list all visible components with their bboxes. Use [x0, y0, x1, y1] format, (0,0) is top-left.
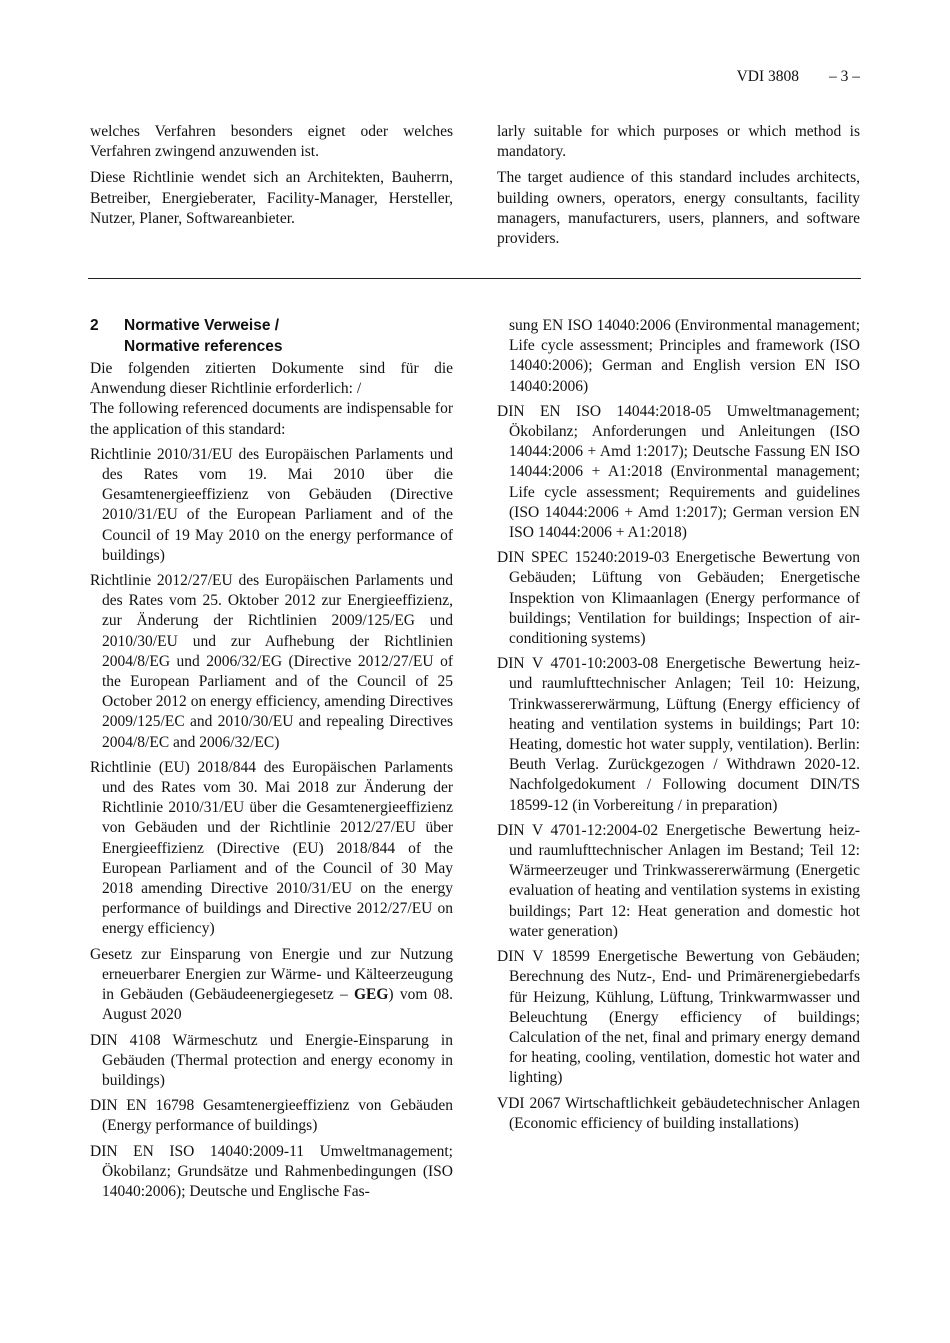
left-column — [90, 316, 453, 1207]
paragraph: larly suitable for which purposes or which method is mandatory. — [497, 123, 860, 161]
section-title-en: Normative references — [124, 337, 283, 355]
top-left-column — [90, 122, 453, 235]
top-right-column — [497, 122, 860, 255]
section-title-de: Normative Verweise / — [124, 317, 280, 334]
right-column — [497, 316, 860, 1139]
reference-item: DIN EN ISO 14044:2018-05 Umweltmanagement; Ökobilanz; Anforderungen und Anleitungen (ISO 14044:2006 + Amd 1:2017); Deutsche Fassung EN ISO 14044:2006 + A1:2018 (Environmental management; Life cycle assessment; Requirements and guidelines (ISO 14044:2006 + Amd 1:2017); German version EN ISO 14044:2006 + A1:2018) — [497, 402, 860, 542]
reference-item: DIN EN ISO 14040:2009-11 Umweltmanagement; Ökobilanz; Grundsätze und Rahmenbedingungen (ISO 14040:2006); Deutsche und Englische Fas- — [90, 1142, 453, 1200]
section-number: 2 — [90, 317, 99, 334]
reference-item-geg: Gesetz zur Einsparung von Energie und zur Nutzung erneuerbarer Energien zur Wärme- und Kälteerzeugung in Gebäuden (Gebäudeenergiegesetz – GEG) vom 08. August 2020 — [90, 945, 454, 1024]
reference-continuation: sung EN ISO 14040:2006 (Environmental management; Life cycle assessment; Principles and framework (ISO 14040:2006); German and English version EN ISO 14040:2006) — [509, 317, 860, 395]
reference-item: DIN V 4701-12:2004-02 Energetische Bewertung heiz- und raumlufttechnischer Anlagen im Bestand; Teil 12: Wärmeerzeuger und Trinkwassererwärmung (Energetic evaluation of heating and ventilation systems in existing buildings; Part 12: Heat generation and domestic hot water generation) — [497, 821, 860, 940]
page-header — [737, 68, 860, 86]
reference-item: DIN V 4701-10:2003-08 Energetische Bewertung heiz- und raumlufttechnischer Anlagen; Teil 10: Heizung, Trinkwassererwärmung, Lüftung (Energy efficiency of heating and ventilation systems in buildings; Part 10: Heating, domestic hot water supply, ventilation). Berlin: Beuth Verlag. Zurückgezogen / Withdrawn 2020-12. Nachfolgedokument / Following document DIN/TS 18599-12 (in Vorbereitung / in preparation) — [497, 655, 860, 814]
intro-en: The following referenced documents are indispensable for the application of this standard: — [90, 400, 453, 438]
reference-item: DIN V 18599 Energetische Bewertung von Gebäuden; Berechnung des Nutz-, End- und Primärenergiebedarfs für Heizung, Kühlung, Lüftung, Trinkwarmwasser und Beleuchtung (Energy efficiency of buildings; Calculation of the net, final and primary energy demand for heating, cooling, ventilation, domestic hot water and lighting) — [497, 948, 860, 1087]
page-number: – 3 – — [829, 68, 860, 85]
paragraph: The target audience of this standard includes architects, building owners, operators, energy consultants, facility managers, manufacturers, users, planners, and software providers. — [497, 169, 860, 248]
section-heading — [90, 316, 453, 357]
reference-item: VDI 2067 Wirtschaftlichkeit gebäudetechnischer Anlagen (Economic efficiency of building installations) — [497, 1094, 860, 1132]
reference-item: DIN 4108 Wärmeschutz und Energie-Einsparung in Gebäuden (Thermal protection and energy economy in buildings) — [90, 1031, 453, 1089]
paragraph: Diese Richtlinie wendet sich an Architekten, Bauherrn, Betreiber, Energieberater, Facility-Manager, Hersteller, Nutzer, Planer, Softwareanbieter. — [90, 169, 453, 227]
reference-item: Richtlinie 2012/27/EU des Europäischen Parlaments und des Rates vom 25. Oktober 2012 zur Energieeffizienz, zur Änderung der Richtlinien 2009/125/EG und 2010/30/EU und zur Aufhebung der Richtlinien 2004/8/EG und 2006/32/EG (Directive 2012/27/EU of the European Parliament and of the Council of 25 October 2012 on energy efficiency, amending Directives 2009/125/EC and 2010/30/EU and repealing Directives 2004/8/EC and 2006/32/EC) — [90, 572, 453, 751]
section-divider — [88, 278, 861, 279]
reference-item: DIN SPEC 15240:2019-03 Energetische Bewertung von Gebäuden; Lüftung von Gebäuden; Energetische Inspektion von Klimaanlagen (Energy performance of buildings; Ventilation for buildings; Inspection of air-conditioning systems) — [497, 549, 860, 648]
document-id: VDI 3808 — [736, 68, 799, 85]
reference-item: Richtlinie (EU) 2018/844 des Europäischen Parlaments und des Rates vom 30. Mai 2018 zur Änderung der Richtlinie 2010/31/EU über die Gesamtenergieeffizienz von Gebäuden und der Richtlinie 2012/27/EU über Energieeffizienz (Directive (EU) 2018/844 of the European Parliament and of the Council of 30 May 2018 amending Directive 2010/31/EU on the energy performance of buildings and Directive 2012/27/EU on energy efficiency) — [90, 758, 453, 938]
intro-de: Die folgenden zitierten Dokumente sind für die Anwendung dieser Richtlinie erforderlich: / — [90, 360, 453, 398]
reference-item: Richtlinie 2010/31/EU des Europäischen Parlaments und des Rates vom 19. Mai 2010 über die Gesamtenergieeffizienz von Gebäuden (Directive 2010/31/EU of the European Parliament and of the Council of 19 May 2010 on the energy performance of buildings) — [90, 445, 453, 564]
reference-item: DIN EN 16798 Gesamtenergieeffizienz von Gebäuden (Energy performance of buildings) — [90, 1097, 453, 1135]
paragraph: welches Verfahren besonders eignet oder welches Verfahren zwingend anzuwenden ist. — [90, 123, 453, 161]
